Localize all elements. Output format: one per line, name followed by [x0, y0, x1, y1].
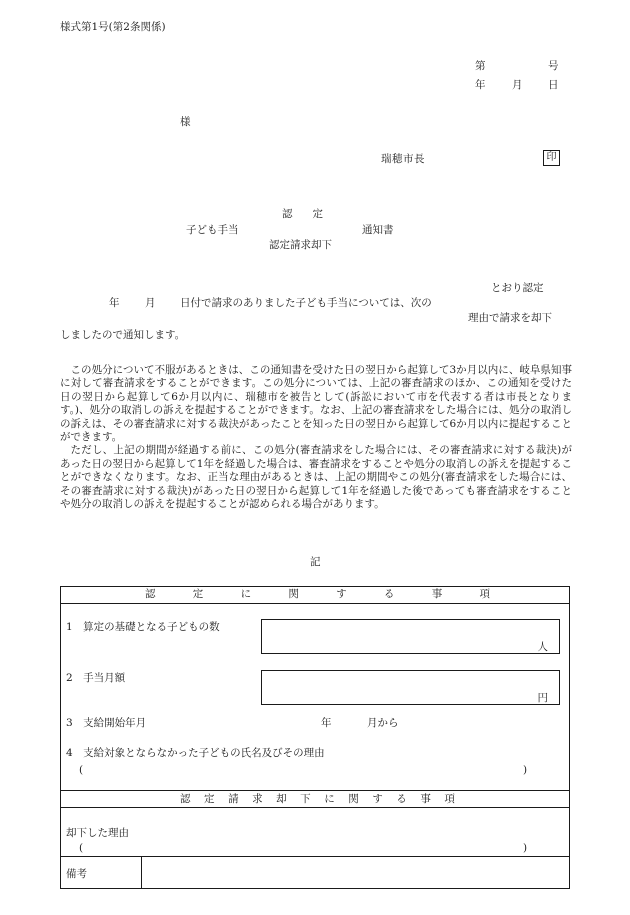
form-number: 様式第1号(第2条関係) [60, 21, 166, 33]
intro-option-reject: 理由で請求を却下 [468, 312, 552, 324]
addressee-suffix: 様 [180, 116, 191, 128]
ki-heading: 記 [310, 556, 321, 568]
header-char: 関 [348, 793, 359, 805]
intro-month: 月 [145, 297, 156, 309]
start-month-year: 年 [321, 717, 332, 729]
rejection-open-paren: ( [79, 842, 84, 854]
appeal-paragraph-1: この処分について不服があるときは、この通知書を受けた日の翌日から起算して3か月以内に、岐阜県知事に対して審査請求をすることができます。この処分については、上記の審査請求のほか、この通知を受けた日の翌日から起算して6か月以内に、瑞穂市を被告として(訴訟において市を代表する者は市長となります。)、処分の取消しの訴えを提起することができます。なお、上記の審査請求をした場合には、処分の取消しの訴えは、その審査請求に対する裁決があったことを知った日の翌日から起算して6か月以内に提起することができます。 [60, 364, 572, 444]
intro-main-text: 日付で請求のありました子ども手当については、次の [180, 297, 432, 309]
date-month: 月 [512, 79, 523, 91]
title-notice: 通知書 [362, 224, 394, 236]
remarks-divider [141, 856, 142, 888]
header-char: す [372, 793, 383, 805]
title-option-approve: 認定 [282, 208, 343, 220]
divider [61, 790, 569, 791]
header-char: 項 [444, 793, 455, 805]
approval-section-header [145, 589, 490, 600]
header-char: る [396, 793, 407, 805]
header-char: に [324, 793, 335, 805]
excluded-children-open-paren: ( [79, 764, 84, 776]
header-char: 却 [276, 793, 287, 805]
child-count-label: 1 算定の基礎となる子どもの数 [66, 621, 220, 633]
start-month-label: 3 支給開始年月 [66, 717, 147, 729]
doc-number-suffix: 号 [548, 60, 559, 72]
divider [61, 807, 569, 808]
title-option-reject: 認定請求却下 [269, 239, 332, 251]
intro-option-approve: とおり認定 [491, 282, 544, 294]
rejection-reason-label: 却下した理由 [66, 827, 129, 839]
header-char: 認 [180, 793, 191, 805]
seal-mark: 印 [543, 150, 560, 166]
remarks-label: 備考 [66, 868, 87, 880]
monthly-amount-label: 2 手当月額 [66, 672, 126, 684]
divider [61, 856, 569, 857]
appeal-paragraph-2: ただし、上記の期間が経過する前に、この処分(審査請求をした場合には、その審査請求に対する裁決)があった日の翌日から起算して1年を経過した場合は、審査請求をすることや処分の取消しの訴えを提起することができなくなります。なお、正当な理由があるときは、上記の期間やこの処分(審査請求をした場合には、その審査請求に対する裁決)があった日の翌日から起算して1年を経過した後であっても審査請求をすることや処分の取消しの訴えを提起することが認められる場合があります。 [60, 444, 572, 511]
header-char: 定 [192, 588, 204, 600]
intro-year: 年 [109, 297, 120, 309]
header-char: 事 [431, 588, 443, 600]
header-char: に [240, 588, 252, 600]
doc-number-prefix: 第 [475, 60, 486, 72]
date-year: 年 [475, 79, 486, 91]
title-subject: 子ども手当 [186, 224, 239, 236]
child-count-unit: 人 [537, 641, 548, 653]
header-char: 事 [420, 793, 431, 805]
header-char: 下 [300, 793, 311, 805]
rejection-close-paren: ) [523, 842, 528, 854]
header-char: 求 [252, 793, 263, 805]
excluded-children-label: 4 支給対象とならなかった子どもの氏名及びその理由 [66, 747, 325, 759]
appeal-notice [60, 364, 572, 511]
rejection-section-header [180, 794, 455, 805]
monthly-amount-field[interactable] [261, 670, 560, 705]
header-char: 関 [288, 588, 299, 600]
header-char: 項 [479, 588, 490, 600]
header-char: る [383, 588, 395, 600]
details-table [60, 586, 570, 889]
child-count-field[interactable] [261, 619, 560, 654]
header-char: 定 [204, 793, 215, 805]
monthly-amount-unit: 円 [537, 692, 548, 704]
header-char: 認 [145, 588, 156, 600]
excluded-children-close-paren: ) [523, 764, 528, 776]
date-day: 日 [548, 79, 559, 91]
intro-closing: しましたので通知します。 [60, 329, 186, 341]
divider [61, 603, 569, 604]
start-month-from: 月から [367, 717, 399, 729]
issuer-name: 瑞穂市長 [381, 153, 425, 165]
header-char: 請 [228, 793, 239, 805]
header-char: す [336, 588, 347, 600]
